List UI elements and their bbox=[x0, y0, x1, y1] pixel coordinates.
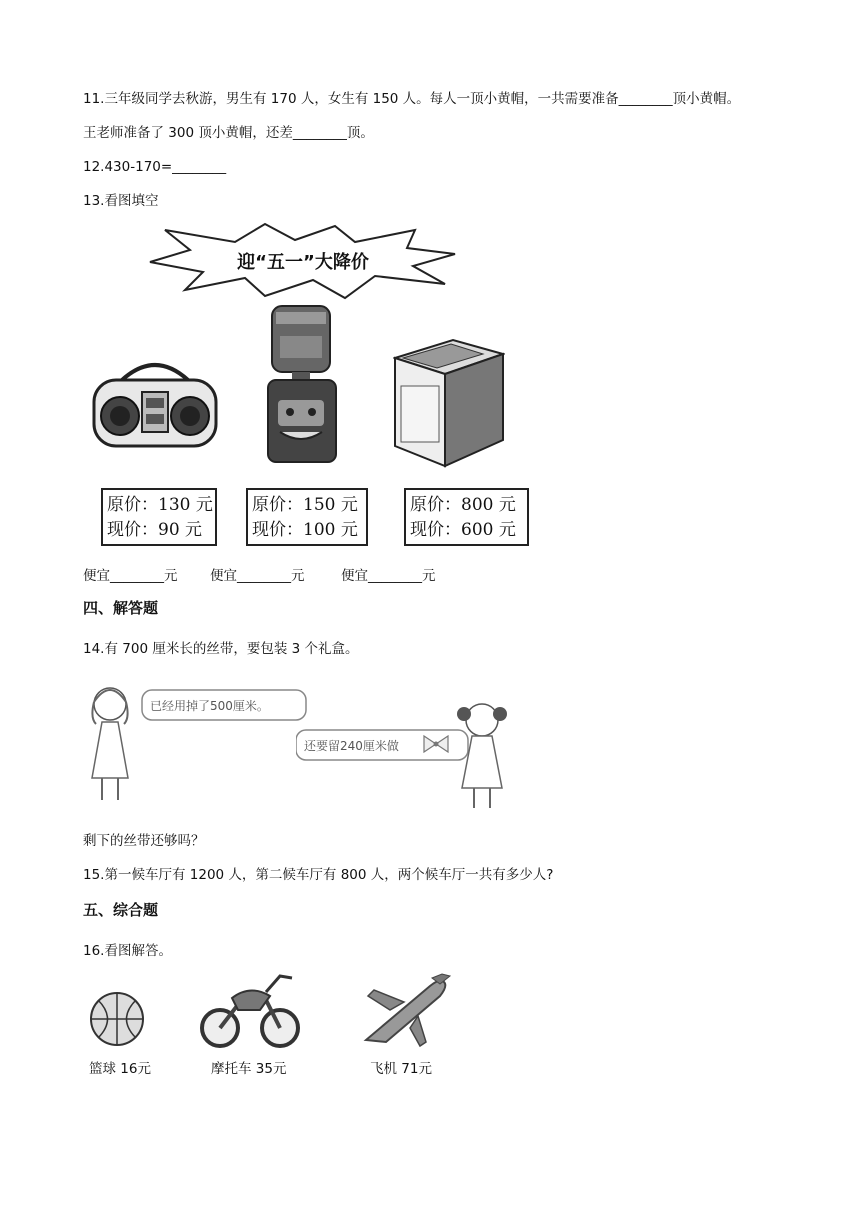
original-price: 原价：130 元 bbox=[107, 495, 213, 515]
item-label-motorcycle: 摩托车 35元 bbox=[211, 1061, 287, 1077]
banner-text: 迎“五一”大降价 bbox=[237, 252, 369, 273]
answer-blank-radio: 便宜________元 bbox=[83, 568, 178, 584]
girl-answering-illustration bbox=[296, 694, 516, 812]
answer-blank-dispenser: 便宜________元 bbox=[210, 568, 305, 584]
q15-text: 15.第一候车厅有 1200 人，第二候车厅有 800 人，两个候车厅一共有多少人? bbox=[83, 867, 554, 883]
sale-banner bbox=[145, 222, 460, 302]
airplane-icon bbox=[360, 972, 452, 1048]
water-dispenser-icon bbox=[262, 304, 342, 464]
q14-question: 剩下的丝带还够吗？ bbox=[83, 833, 205, 849]
price-box-dispenser bbox=[246, 488, 368, 546]
basketball-icon bbox=[88, 990, 146, 1048]
girl-left-icon bbox=[92, 688, 128, 800]
section-4-title: 四、解答题 bbox=[83, 599, 159, 617]
current-price: 现价：100 元 bbox=[252, 520, 358, 540]
item-label-basketball: 篮球 16元 bbox=[89, 1061, 151, 1077]
original-price: 原价：800 元 bbox=[410, 495, 516, 515]
q11-line2: 王老师准备了 300 顶小黄帽，还差________顶。 bbox=[83, 125, 374, 141]
q16-text: 16.看图解答。 bbox=[83, 943, 172, 959]
q12-text: 12.430-170=________ bbox=[83, 159, 227, 175]
q11-line1: 11.三年级同学去秋游，男生有 170 人，女生有 150 人。每人一顶小黄帽，一共需要准备________顶小黄帽。 bbox=[83, 91, 741, 107]
washing-machine-icon bbox=[393, 336, 505, 468]
bubble-text-1: 已经用掉了500厘米。 bbox=[150, 699, 269, 713]
bubble-text-2: 还要留240厘米做 bbox=[304, 739, 399, 753]
girl-speaking-illustration bbox=[80, 678, 310, 808]
current-price: 现价：600 元 bbox=[410, 520, 516, 540]
motorcycle-icon bbox=[200, 966, 300, 1052]
original-price: 原价：150 元 bbox=[252, 495, 358, 515]
q13-text: 13.看图填空 bbox=[83, 193, 159, 209]
price-box-washer bbox=[404, 488, 529, 546]
q14-text: 14.有 700 厘米长的丝带，要包装 3 个礼盒。 bbox=[83, 641, 359, 657]
answer-blank-washer: 便宜________元 bbox=[341, 568, 436, 584]
section-5-title: 五、综合题 bbox=[83, 901, 159, 919]
item-label-airplane: 飞机 71元 bbox=[370, 1061, 432, 1077]
current-price: 现价：90 元 bbox=[107, 520, 203, 540]
radio-icon bbox=[90, 352, 220, 452]
price-box-radio bbox=[101, 488, 217, 546]
